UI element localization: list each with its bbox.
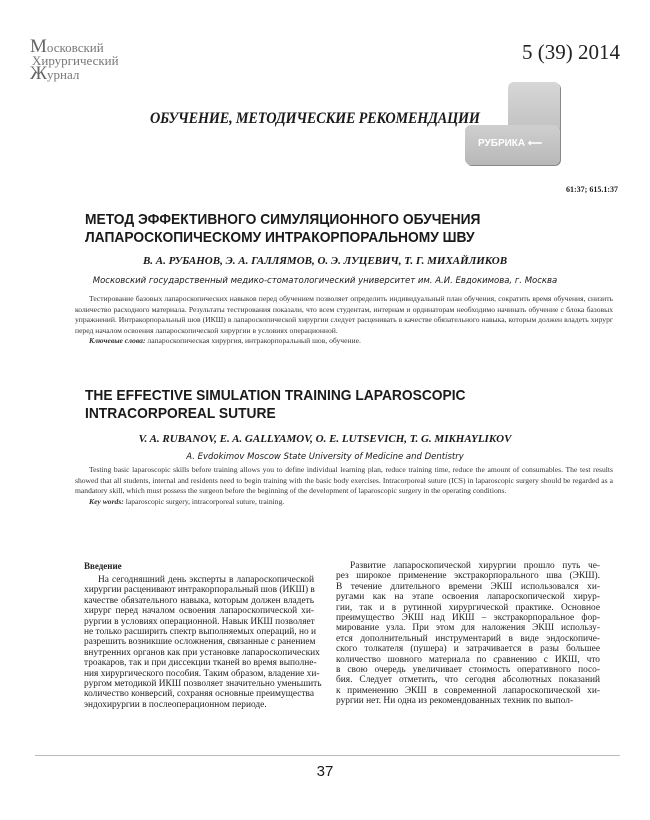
body-text-line: разрешить возникшие осложнения, связанные с ранением — [84, 637, 316, 648]
issue-number: 5 (39) 2014 — [522, 40, 620, 64]
en-title-line: INTRACORPOREAL SUTURE — [85, 405, 276, 422]
en-keywords: laparoscopic surgery, intracorporeal suture, training. — [123, 496, 285, 506]
en-authors: V. A. RUBANOV, E. A. GALLYAMOV, O. E. LUTSEVICH, T. G. MIKHAYLIKOV — [138, 433, 512, 445]
body-text-line: гии, так и в рутинной хирургической практике. Основное — [336, 602, 600, 613]
body-text-line: в свою очередь увеличивает стоимость оперативного посо- — [336, 664, 600, 675]
body-text-line: к применению ЭКШ в современной лапароскопической хи- — [336, 685, 600, 696]
ru-title-line: МЕТОД ЭФФЕКТИВНОГО СИМУЛЯЦИОННОГО ОБУЧЕНИЯ — [85, 211, 481, 228]
body-text-line: преимущество ЭКШ над ИКШ – экстракорпоральное фор- — [336, 612, 600, 623]
en-title-line: THE EFFECTIVE SIMULATION TRAINING LAPAROSCOPIC — [85, 387, 466, 404]
section-title: ОБУЧЕНИЕ, МЕТОДИЧЕСКИЕ РЕКОМЕНДАЦИИ — [150, 110, 480, 127]
ru-authors: В. А. РУБАНОВ, Э. А. ГАЛЛЯМОВ, О. Э. ЛУЦЕВИЧ, Т. Г. МИХАЙЛИКОВ — [142, 255, 508, 267]
body-text-line: На сегодняшний день эксперты в лапароскопической — [98, 575, 314, 585]
body-text-line: троакаров, так и при диссекции тканей во время выполне- — [84, 658, 317, 669]
body-text-line: рез широкое применение экстракорпорального шва (ЭКШ). — [336, 571, 600, 582]
ru-keywords: лапароскопическая хирургия, интракорпоральный шов, обучение. — [145, 336, 361, 345]
body-text-line: В течение длительного времени ЭКШ использовался хи- — [336, 581, 600, 592]
ru-keywords-label: Ключевые слова: — [89, 336, 146, 345]
body-text-line: количество конверсий, сохраняя основные преимущества — [84, 689, 314, 700]
en-abstract — [75, 465, 613, 507]
body-text-line: мирование узла. При этом для наложения ЭКШ использу- — [336, 623, 600, 634]
rubric-key-label: РУБРИКА ⟵ — [478, 138, 543, 149]
body-text-line: рургии в условиях операционной. Навык ИКШ позволяет — [84, 616, 315, 627]
body-text-line: хирургии расценивают интракорпоральный шов (ИКШ) в — [84, 585, 315, 596]
body-text-line: Развитие лапароскопической хирургии прошло путь че- — [350, 561, 600, 571]
en-affiliation: A. Evdokimov Moscow State University of Medicine and Dentistry — [186, 452, 464, 462]
en-title — [85, 387, 466, 423]
en-keywords-label: Key words: — [89, 496, 124, 506]
body-text-line: эндохирургии в послеоперационном периоде. — [84, 699, 267, 710]
body-text-line: рургом методикой ИКШ позволяет значительно уменьшить — [84, 678, 322, 689]
udc-code: 61:37; 615.1:37 — [566, 185, 618, 194]
body-text-line: качестве обязательного навыка, которым должен владеть — [84, 595, 314, 606]
ru-title — [85, 211, 480, 247]
body-text-line: внутренних органов как при установке лапароскопических — [84, 647, 320, 658]
body-text-line: хирург перед началом освоения лапароскопической хи- — [84, 606, 314, 617]
ru-abstract-text: Тестирование базовых лапароскопических навыков перед обучением позволяет определить индивидуальный план обучения, сократить время обучения, снизить количество расходного материала. Результаты тестирования показали, что всем студентам, интернам и ординаторам необходимо начинать обучение с блока базовых упражнений. Интракорпоральный шов (ИКШ) в лапароскопической хирургии следует расценивать в качестве обязательного навыка, которым должен владеть хирург перед началом освоения лапароскопической хирургии в условиях операционной. — [75, 294, 613, 335]
body-text-line: ния хирургического пособия. Таким образом, владение хи- — [84, 668, 320, 679]
body-text-line: не только расширить спектр выполняемых операций, но и — [84, 626, 317, 637]
ru-affiliation: Московский государственный медико-стоматологический университет им. А.И. Евдокимова, г. Москва — [92, 276, 558, 286]
section-heading: Введение — [84, 561, 122, 571]
page-number: 37 — [316, 763, 334, 780]
body-left-column — [84, 561, 322, 710]
body-text-line: бия. Следует отметить, что сегодня абсолютных показаний — [336, 675, 600, 686]
ru-abstract — [75, 294, 613, 347]
body-text-line: ется дополнительный инструментарий в виде эндоскопиче- — [336, 633, 600, 644]
footer-divider — [35, 755, 620, 756]
ru-title-line: ЛАПАРОСКОПИЧЕСКОМУ ИНТРАКОРПОРАЛЬНОМУ ШВУ — [85, 229, 475, 246]
journal-logo: Московский Хирургический Журнал — [30, 36, 119, 84]
en-abstract-text: Testing basic laparoscopic skills before training allows you to define individual learning plan, reduce training time, reduce the amount of consumables. The test results showed that all students, internal and residents need to begin training with the basic body exercises. Intracorporeal suture (ICS) in laparoscopic surgery should be regarded as a mandatory skill, which must possess the surgeon before the beginning of the development of laparoscopic surgery in the operating conditions. — [75, 465, 613, 495]
body-text-line: количество шовного материала по сравнению с ИКШ, что — [336, 654, 600, 665]
body-text-line: ского толкателя (пушера) и затрачивается в разы большее — [336, 644, 600, 655]
body-right-column — [336, 561, 600, 706]
body-text-line: рургии нет. Ни одна из рекомендованных техник по выпол- — [336, 696, 574, 707]
body-text-line: ругами как на этапе освоения лапароскопической хирур- — [336, 592, 600, 603]
